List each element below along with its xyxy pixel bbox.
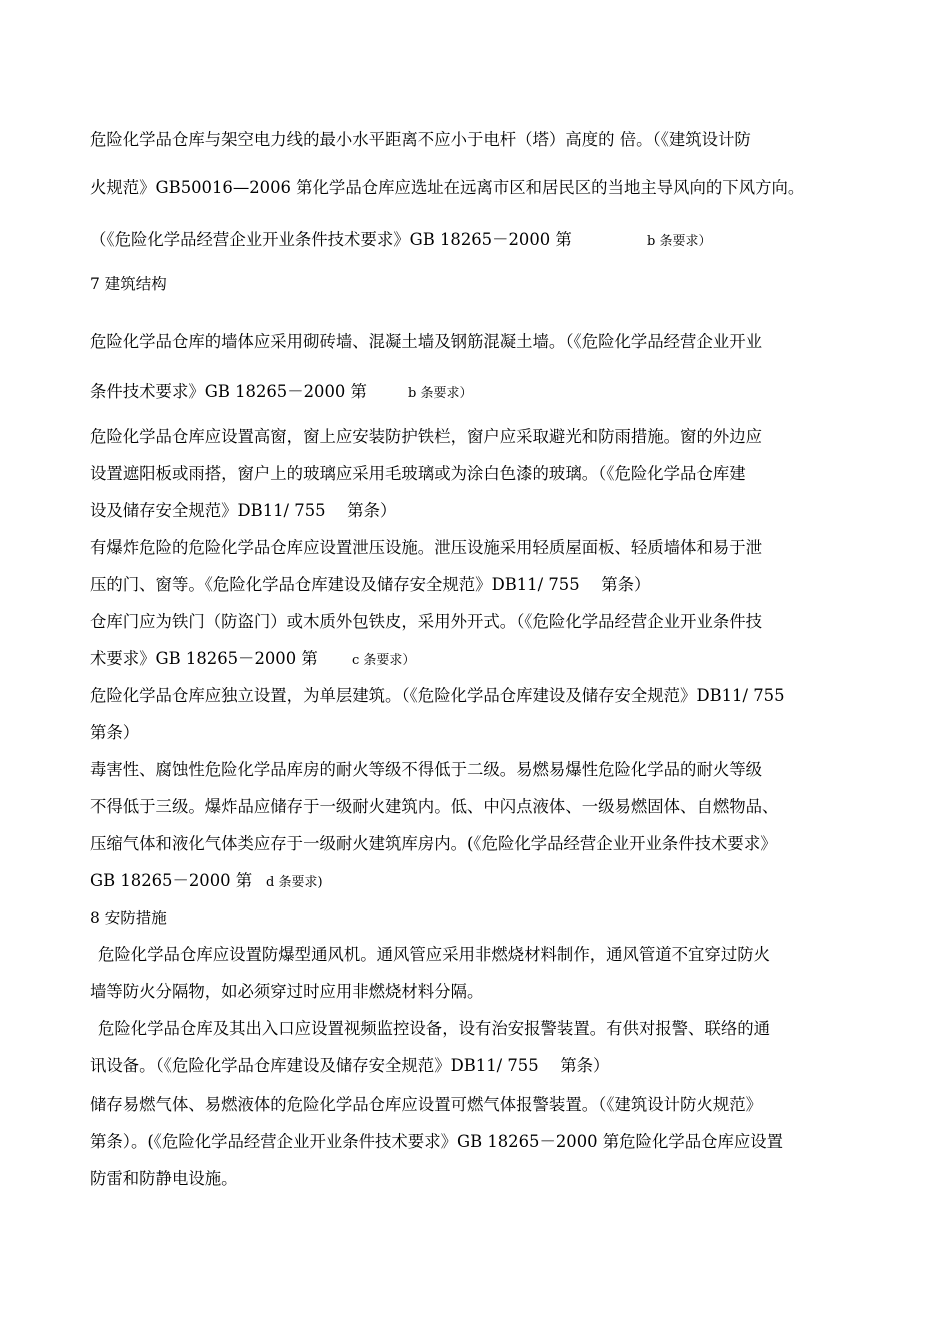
text-line: 危险化学品仓库与架空电力线的最小水平距离不应小于电杆（塔）高度的 倍。（《建筑设计防 (90, 130, 751, 149)
text-line: 设置遮阳板或雨搭，窗户上的玻璃应采用毛玻璃或为涂白色漆的玻璃。（《危险化学品仓库建 (90, 464, 746, 483)
text-line: 防雷和防静电设施。 (90, 1169, 238, 1188)
text-line: GB 18265－2000 第 (90, 871, 253, 890)
text-line: c 条要求） (352, 653, 416, 668)
text-line: 不得低于三级。爆炸品应储存于一级耐火建筑内。低、中闪点液体、一级易燃固体、自燃物品、 (90, 797, 779, 816)
text-line: 术要求》GB 18265－2000 第 (90, 649, 318, 668)
text-line: d 条要求) (266, 875, 323, 890)
text-line: 危险化学品仓库应独立设置，为单层建筑。（《危险化学品仓库建设及储存安全规范》DB11/ 755 (90, 686, 785, 705)
text-line: 第条）。(《危险化学品经营企业开业条件技术要求》GB 18265－2000 第危险化学品仓库应设置 (90, 1132, 784, 1151)
text-line: 墙等防火分隔物，如必须穿过时应用非燃烧材料分隔。 (90, 982, 484, 1001)
text-line: 讯设备。（《危险化学品仓库建设及储存安全规范》DB11/ 755 第条） (90, 1056, 610, 1075)
text-line: 危险化学品仓库的墙体应采用砌砖墙、混凝土墙及钢筋混凝土墙。（《危险化学品经营企业开业 (90, 332, 763, 351)
text-line: 仓库门应为铁门（防盗门）或木质外包铁皮，采用外开式。（《危险化学品经营企业开业条件技 (90, 612, 763, 631)
text-line: 第条） (90, 723, 140, 742)
text-line: b 条要求） (647, 234, 712, 249)
text-line: 毒害性、腐蚀性危险化学品库房的耐火等级不得低于二级。易燃易爆性危险化学品的耐火等级 (90, 760, 763, 779)
text-line: 设及储存安全规范》DB11/ 755 第条） (90, 501, 397, 520)
text-line: 火规范》GB50016—2006 第化学品仓库应选址在远离市区和居民区的当地主导风向的下风方向。 (90, 178, 805, 197)
text-line: 压缩气体和液化气体类应存于一级耐火建筑库房内。(《危险化学品经营企业开业条件技术要求》 (90, 834, 777, 853)
text-line: b 条要求） (408, 386, 473, 401)
text-line: 储存易燃气体、易燃液体的危险化学品仓库应设置可燃气体报警装置。（《建筑设计防火规范》 (90, 1095, 763, 1114)
section-heading: 7 建筑结构 (90, 275, 167, 293)
text-line: 危险化学品仓库应设置防爆型通风机。通风管应采用非燃烧材料制作，通风管道不宜穿过防火 (98, 945, 771, 964)
text-line: 危险化学品仓库应设置高窗，窗上应安装防护铁栏，窗户应采取避光和防雨措施。窗的外边应 (90, 427, 763, 446)
text-line: 危险化学品仓库及其出入口应设置视频监控设备，设有治安报警装置。有供对报警、联络的通 (98, 1019, 771, 1038)
text-line: （《危险化学品经营企业开业条件技术要求》GB 18265－2000 第 (90, 230, 572, 249)
text-line: 有爆炸危险的危险化学品仓库应设置泄压设施。泄压设施采用轻质屋面板、轻质墙体和易于泄 (90, 538, 763, 557)
text-line: 条件技术要求》GB 18265－2000 第 (90, 382, 367, 401)
section-heading: 8 安防措施 (90, 909, 167, 927)
text-line: 压的门、窗等。《危险化学品仓库建设及储存安全规范》DB11/ 755 第条） (90, 575, 651, 594)
